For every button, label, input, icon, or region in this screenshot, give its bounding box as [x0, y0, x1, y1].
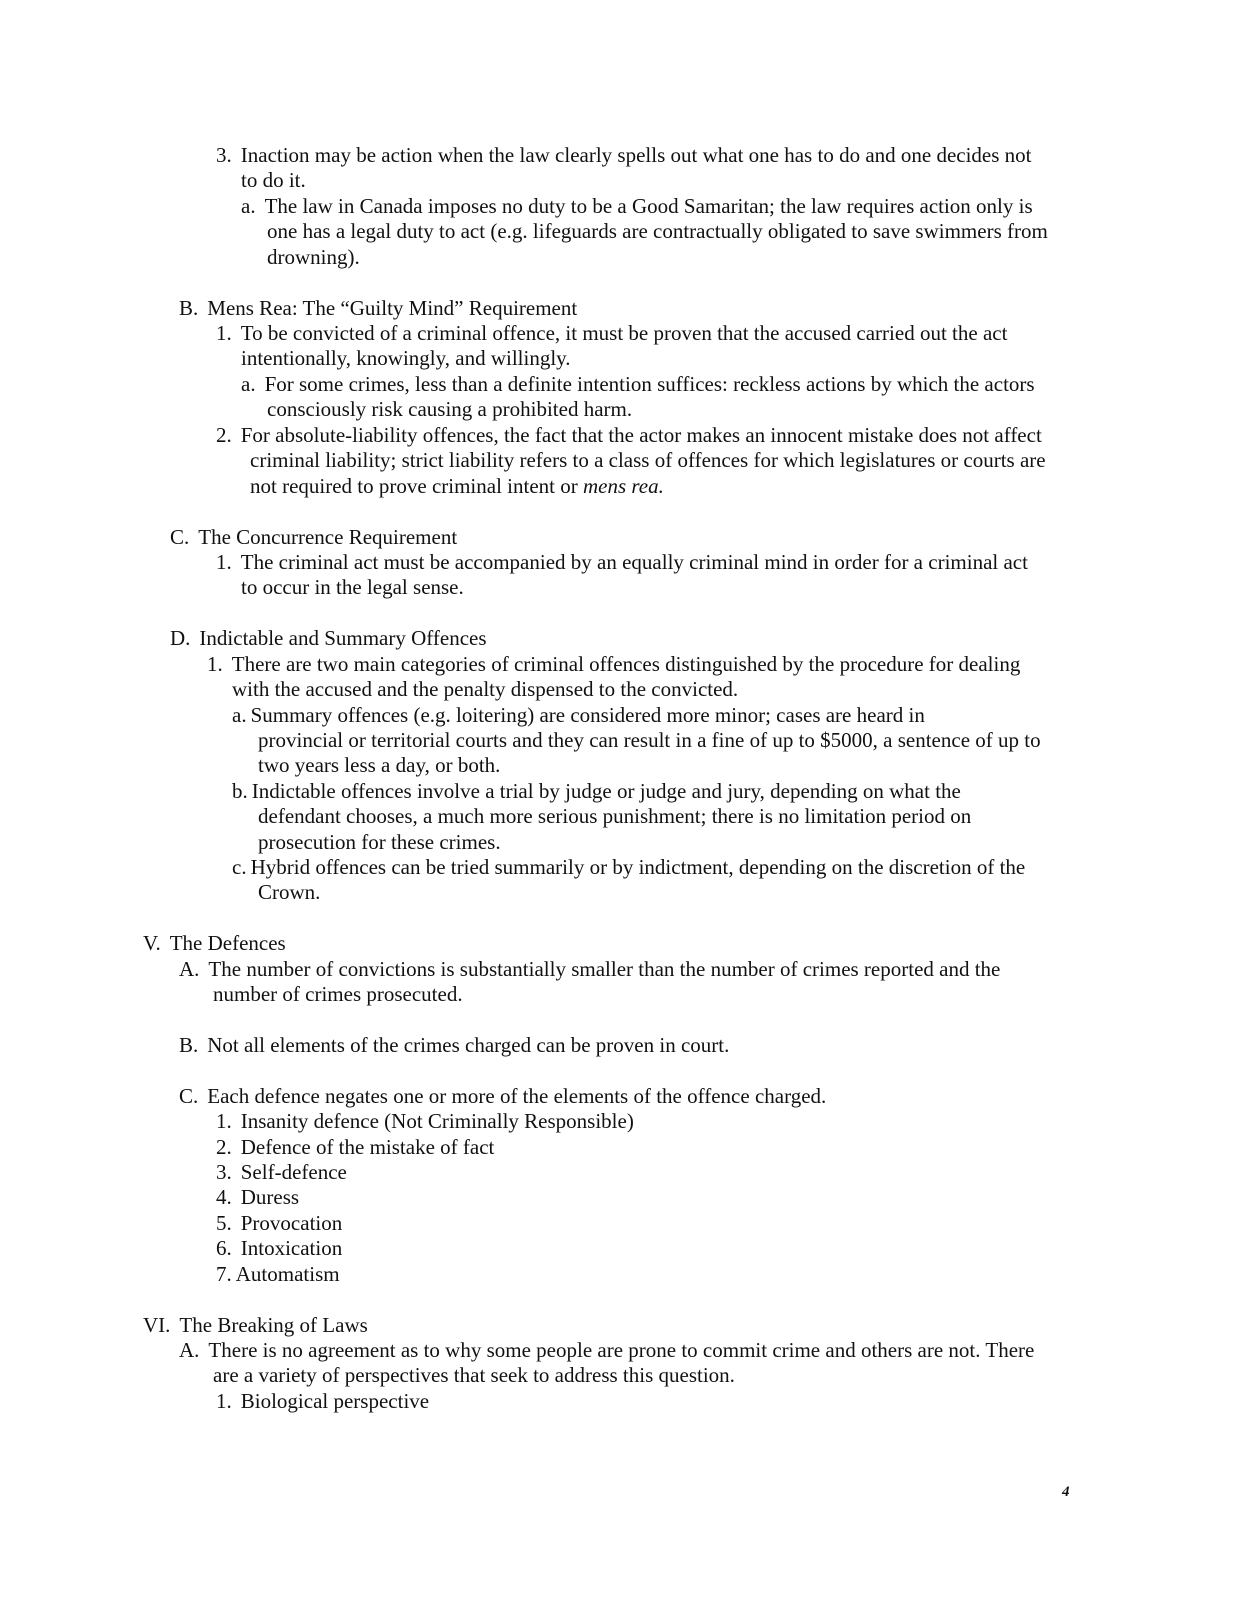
list-marker: B. [179, 1033, 199, 1057]
list-marker: 4. [216, 1185, 232, 1209]
section-heading-text: Mens Rea: The “Guilty Mind” Requirement [207, 296, 578, 320]
list-marker: B. [179, 296, 199, 320]
list-item-c1: 1. The criminal act must be accompanied by an equally criminal mind in order for a criminal act [216, 550, 1028, 574]
list-item-text: Inaction may be action when the law clearly spells out what one has to do and one decides not [240, 143, 1032, 167]
section-heading-text: Indictable and Summary Offences [199, 626, 487, 650]
defence-item: 1. Insanity defence (Not Criminally Responsible) [216, 1109, 634, 1133]
section-heading-v [143, 931, 286, 957]
list-marker: 3. [216, 143, 232, 167]
list-marker: 1. [216, 321, 232, 345]
list-marker: C. [170, 525, 190, 549]
list-item-a3-cont: to do it. [241, 168, 306, 192]
list-item-b2: 2. For absolute-liability offences, the fact that the actor makes an innocent mistake does not affect [216, 423, 1042, 447]
list-marker: c. [232, 855, 247, 879]
defence-item: 7. Automatism [216, 1262, 340, 1286]
defence-item: 5. Provocation [216, 1211, 343, 1235]
list-marker: 1. [216, 550, 232, 574]
defence-item: 4. Duress [216, 1185, 300, 1209]
section-heading-text: The Defences [169, 931, 286, 955]
list-marker: 1. [216, 1109, 232, 1133]
list-marker: 2. [216, 1135, 232, 1159]
list-item-a3 [216, 143, 1032, 169]
section-heading-d [170, 626, 487, 652]
list-marker: 1. [216, 1389, 232, 1413]
section-heading-text: The Concurrence Requirement [198, 525, 458, 549]
list-marker: a. [241, 372, 256, 396]
italic-term: mens rea. [583, 474, 664, 498]
defence-item: 3. Self-defence [216, 1160, 347, 1184]
page-number: 4 [1062, 1484, 1070, 1500]
list-marker: 5. [216, 1211, 232, 1235]
list-item-b1a: a. For some crimes, less than a definite intention suffices: reckless actions by which the actors [241, 372, 1035, 396]
list-item-text: The law in Canada imposes no duty to be a Good Samaritan; the law requires action only is [264, 194, 1033, 218]
list-marker: 3. [216, 1160, 232, 1184]
list-marker: a. [241, 194, 256, 218]
list-marker: 6. [216, 1236, 232, 1260]
defence-item: 6. Intoxication [216, 1236, 343, 1260]
list-item-va: A. The number of convictions is substantially smaller than the number of crimes reported and the [179, 957, 1001, 981]
list-item-b1: 1. To be convicted of a criminal offence, it must be proven that the accused carried out the act [216, 321, 1008, 345]
list-marker: a. [232, 703, 247, 727]
list-item-d1: 1. There are two main categories of criminal offences distinguished by the procedure for dealing [207, 652, 1021, 676]
defence-item: 2. Defence of the mistake of fact [216, 1135, 495, 1159]
list-marker: b. [232, 779, 248, 803]
section-heading-b [179, 296, 577, 322]
list-item-vc: C. Each defence negates one or more of the elements of the offence charged. [179, 1084, 827, 1108]
list-item-d1b: b. Indictable offences involve a trial by judge or judge and jury, depending on what the [232, 779, 961, 803]
list-item-vb: B. Not all elements of the crimes charged can be proven in court. [179, 1033, 730, 1057]
list-marker: 2. [216, 423, 232, 447]
section-heading-text: The Breaking of Laws [179, 1313, 368, 1337]
list-item-via: A. There is no agreement as to why some people are prone to commit crime and others are not. There [179, 1338, 1035, 1362]
list-item-d1c: c. Hybrid offences can be tried summarily or by indictment, depending on the discretion of the [232, 855, 1026, 879]
list-marker: C. [179, 1084, 199, 1108]
list-marker: 1. [207, 652, 223, 676]
list-marker: A. [179, 957, 200, 981]
list-item-via1: 1. Biological perspective [216, 1389, 430, 1413]
section-heading-c [170, 525, 457, 551]
list-marker: D. [170, 626, 191, 650]
list-marker: VI. [143, 1313, 171, 1337]
section-heading-vi [143, 1313, 368, 1339]
list-marker: A. [179, 1338, 200, 1362]
list-item-d1a: a. Summary offences (e.g. loitering) are considered more minor; cases are heard in [232, 703, 925, 727]
list-item-a3a [241, 194, 1033, 220]
list-marker: 7. [216, 1262, 232, 1286]
document-page: 3. Inaction may be action when the law clearly spells out what one has to do and one decides not to do it. a. The law in Canada imposes no duty to be a Good Samaritan; the law requires action only is one has a legal duty to act (e.g. lifeguards are contractually obligated to save swimmers from drowning). B. Mens Rea: The “Guilty Mind” Requirement 1. To be convicted of a criminal offence, it must be proven that the accused carried out the act intentionally, knowingly, and willingly. a. For some crimes, less than a definite intention suffices: reckless actions by which the actors consciously risk causing a prohibited harm. 2. For absolute-liability offences, the fact that the actor makes an innocent mistake does not affect criminal liability; strict liability refers to a class of offences for which legislatures or courts are not required to prove criminal intent or mens rea. C. The Concurrence Requirement 1. The criminal act must be accompanied by an equally criminal mind in order for a criminal act to occur in the legal sense. D. Indictable and Summary Offences 1. There are two main categories of criminal offences distinguished by the procedure for dealing with the accused and the penalty dispensed to the convicted. a. Summary offences (e.g. loitering) are considered more minor; cases are heard in provincial or territorial courts and they can result in a fine of up to $5000, a sentence of up to two years less a day, or both. b. Indictable offences involve a trial by judge or judge and jury, depending on what the defendant chooses, a much more serious punishment; there is no limitation period on prosecution for these crimes. c. Hybrid offences can be tried summarily or by indictment, depending on the discretion of the Crown. V. The Defences A. The number of convictions is substantially smaller than the number of crimes reported and the number of crimes prosecuted. B. Not all elements of the crimes charged can be proven in court. C. Each defence negates one or more of the elements of the offence charged. 1. Insanity defence (Not Criminally Responsible) 2. Defence of the mistake of fact 3. Self-defence 4. Duress 5. Provocation 6. Intoxication 7. Automatism VI. The Breaking of Laws A. There is no agreement as to why some people are prone to commit crime and others are not. There are a variety of perspectives that seek to address this question. 1. Biological perspective 4 [0, 0, 1236, 1600]
list-marker: V. [143, 931, 161, 955]
